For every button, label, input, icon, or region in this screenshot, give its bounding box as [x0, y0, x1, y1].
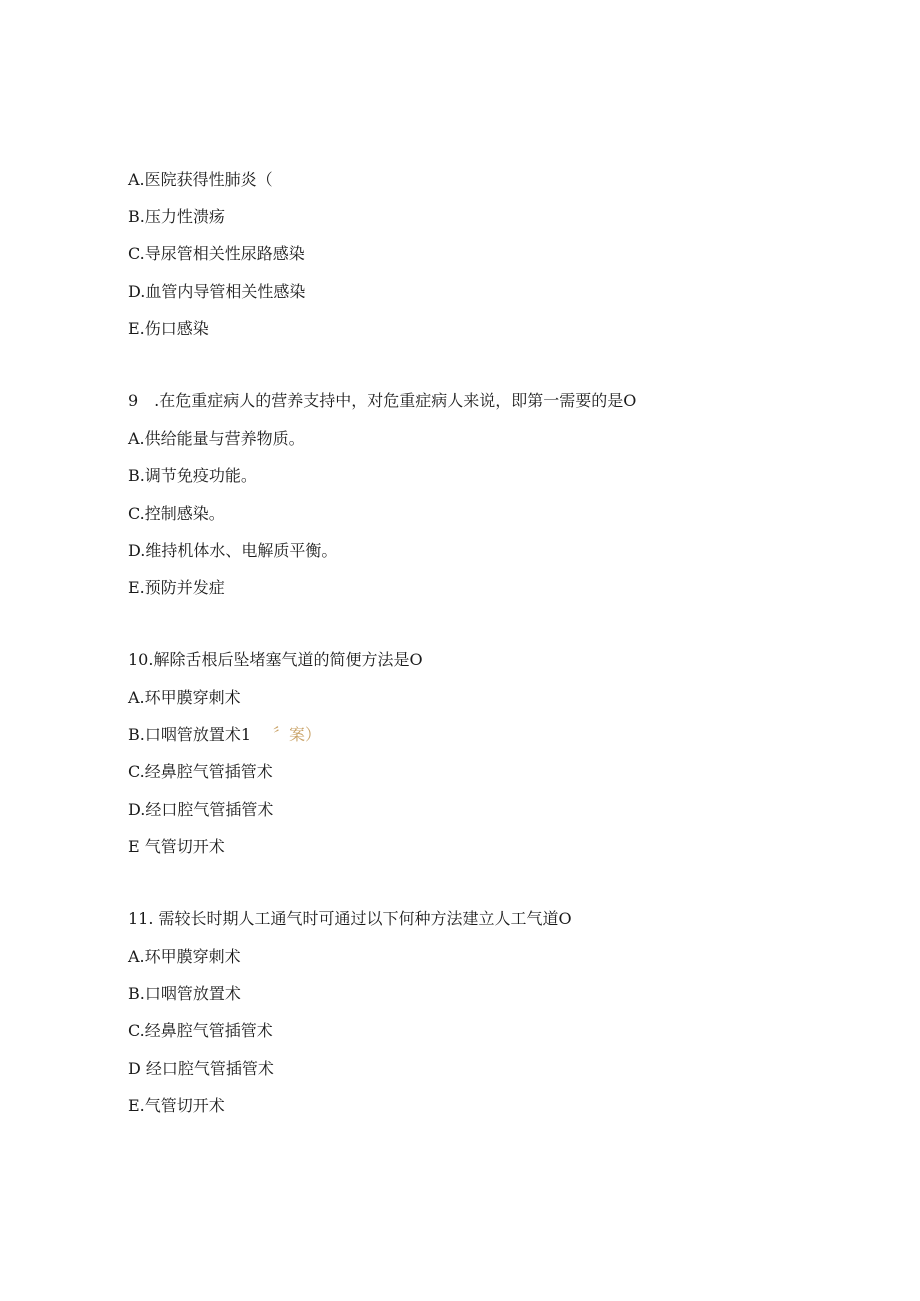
q11-option-e: E.气管切开术: [128, 1096, 225, 1115]
q9-question: 9 .在危重症病人的营养支持中，对危重症病人来说，即第一需要的是O: [128, 391, 637, 410]
q11-option-c: C.经鼻腔气管插管术: [128, 1021, 273, 1040]
q10-option-d: D.经口腔气管插管术: [128, 800, 274, 819]
q10-option-c: C.经鼻腔气管插管术: [128, 762, 273, 781]
q11-option-a: A.环甲膜穿刺术: [128, 947, 241, 966]
q10-option-e: E 气管切开术: [128, 837, 225, 856]
q10-option-b-row: [128, 724, 321, 746]
answer-annotation: 〞案）: [273, 725, 322, 744]
q9-option-a: A.供给能量与营养物质。: [128, 429, 305, 448]
q8-option-e: E.伤口感染: [128, 319, 209, 338]
q9-option-b: B.调节免疫功能。: [128, 466, 257, 485]
q10-option-a: A.环甲膜穿刺术: [128, 688, 241, 707]
q10-question: 10.解除舌根后坠堵塞气道的简便方法是O: [128, 650, 423, 669]
q8-option-b: B.压力性溃疡: [128, 207, 225, 226]
q8-option-a: A.医院获得性肺炎（: [128, 170, 273, 189]
q11-option-b: B.口咽管放置术: [128, 984, 241, 1003]
q9-option-d: D.维持机体水、电解质平衡。: [128, 541, 338, 560]
q9-option-c: C.控制感染。: [128, 504, 225, 523]
q10-option-b: B.口咽管放置术1: [128, 725, 252, 744]
q9-option-e: E.预防并发症: [128, 578, 225, 597]
q8-option-c: C.导尿管相关性尿路感染: [128, 244, 305, 263]
q8-option-d: D.血管内导管相关性感染: [128, 282, 306, 301]
q11-question: 11. 需较长时期人工通气时可通过以下何种方法建立人工气道O: [128, 909, 572, 928]
q11-option-d: D 经口腔气管插管术: [128, 1059, 274, 1078]
